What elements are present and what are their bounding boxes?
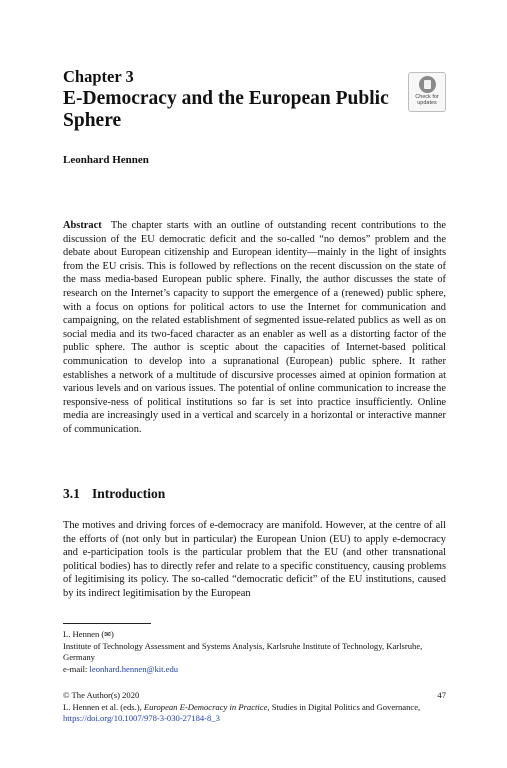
chapter-title: E-Democracy and the European Public Sphere xyxy=(63,88,389,131)
badge-line2: updates xyxy=(417,100,437,106)
abstract xyxy=(63,219,446,437)
email-label: e-mail: xyxy=(63,663,88,674)
section-title: Introduction xyxy=(92,486,166,501)
citation-block xyxy=(63,690,446,725)
citation-prefix: L. Hennen et al. (eds.), xyxy=(63,701,142,712)
page-number: 47 xyxy=(437,690,446,700)
bookmark-icon xyxy=(419,76,436,93)
email-link[interactable]: leonhard.hennen@kit.edu xyxy=(89,663,179,674)
author-name: Leonhard Hennen xyxy=(63,154,149,166)
abstract-label: Abstract xyxy=(63,220,102,231)
check-for-updates-badge[interactable] xyxy=(408,72,446,112)
abstract-text: The chapter starts with an outline of outstanding recent contributions to the discussion of the EU democratic deficit and the so-called “no demos” problem and the debate about European citizenship and European identity—mainly in the light of insights from the EU crisis. This is followed by reflections on the recent discussion on the state of the mass media-based European public sphere. Finally, the author discusses the state of research on the Internet’s capacity to support the emergence of a (renewed) public sphere, with a focus on options for political actors to use the Internet for communication and campaigning, on the related establishment of segmented issue-related publics as well as on social media and its two-faced character as an enabler as well as a distorting factor of the public sphere. The author is sceptic about the capacities of Internet-based political communication to develop into a supranational (European) public sphere. It rather establishes a network of a multitude of discursive processes aimed at opinion formation at various levels and on various issues. The potential of online communication to increase the responsive-ness of political institutions so far is set into practice insufficiently. Online media are increasingly used in a vertical and scarcely in a horizontal or interactive manner of communication. xyxy=(63,220,446,435)
author-footnote: L. Hennen (✉) Institute of Technology Assessment and Systems Analysis, Karlsruhe Institute of Technology, Karlsruhe, Germany e-mail: leonhard.hennen@kit.edu xyxy=(63,629,446,675)
envelope-icon: ✉ xyxy=(104,630,111,639)
badge-line1: Check for xyxy=(415,94,439,100)
section-heading xyxy=(63,486,165,502)
copyright: © The Author(s) 2020 xyxy=(63,690,140,700)
footnote-author: L. Hennen xyxy=(63,629,100,639)
footnote-divider xyxy=(63,623,151,624)
citation-series: , Studies in Digital Politics and Governance, xyxy=(267,701,421,712)
footnote-affiliation: Institute of Technology Assessment and Systems Analysis, Karlsruhe Institute of Technology, Karlsruhe, Germany xyxy=(63,640,423,663)
section-number: 3.1 xyxy=(63,486,80,501)
intro-paragraph: The motives and driving forces of e-democracy are manifold. However, at the centre of all the efforts of (not only but in particular) the European Union (EU) to apply e-democracy and e-participation tools is the particular problem that the EU (and other transnational political bodies) has to directly refer and relate to a specific constituency, causing problems of legitimising its policy. The so-called “democratic deficit” of the EU institutions, caused by its indirect legitimisation by the European xyxy=(63,520,446,599)
book-title: European E-Democracy in Practice xyxy=(143,701,268,712)
doi-link[interactable]: https://doi.org/10.1007/978-3-030-27184-8_3 xyxy=(63,713,220,724)
chapter-label: Chapter 3 xyxy=(63,67,134,86)
